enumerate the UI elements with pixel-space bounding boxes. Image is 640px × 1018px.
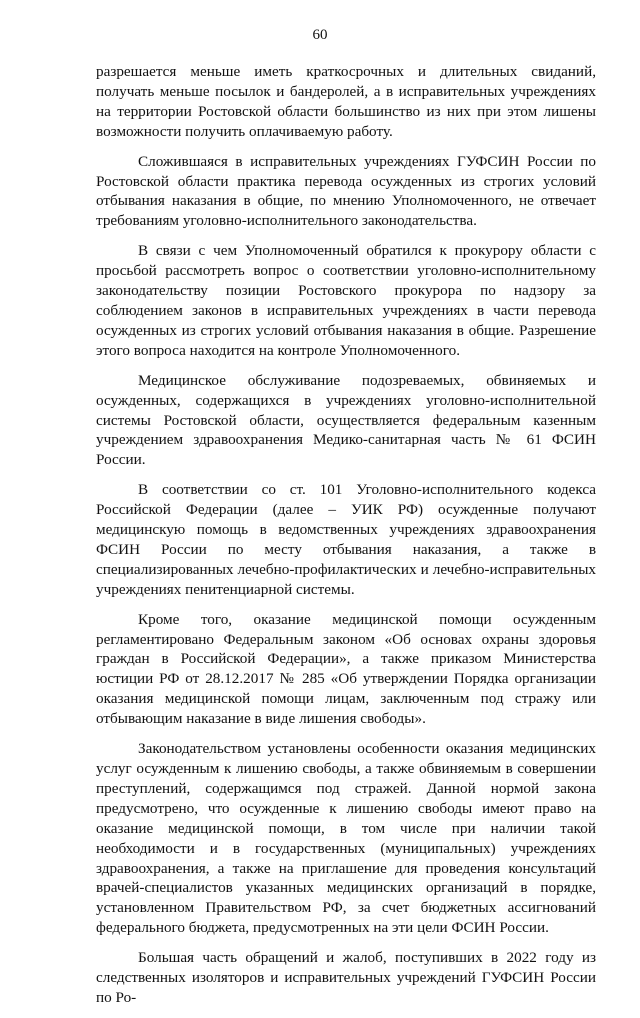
paragraph-transfer-practice: Сложившаяся в исправительных учреждениях ГУФСИН России по Ростовской области практика перевода осужденных из строгих условий отбывания наказания в общие, по мнению Уполномоченного, не отвечает требованиям уголовно-исполнительного законодательства. [96,152,596,230]
paragraph-complaints: Большая часть обращений и жалоб, поступивших в 2022 году из следственных изоляторов и исправительных учреждений ГУФСИН России по Ро- [96,949,596,1006]
paragraph-continued: разрешается меньше иметь краткосрочных и длительных свиданий, получать меньше посылок и бандеролей, а в исправительных учреждениях на территории Ростовской области большинство из них при этом лишены возможности получить оплачиваемую работу. [96,63,596,140]
paragraph-regulation: Кроме того, оказание медицинской помощи осужденным регламентировано Федеральным законом «Об основах охраны здоровья граждан в Российской Федерации», а также приказом Министерства юстиции РФ от 28.12.2017 № 285 «Об утверждении Порядка организации оказания медицинской помощи лицам, заключенным под стражу или отбывающим наказание в виде лишения свободы». [96,610,596,728]
page-number: 60 [312,27,328,43]
body-text [96,62,596,1018]
paragraph-legislation: Законодательством установлены особенности оказания медицинских услуг осужденным к лишению свободы, а также обвиняемым в совершении преступлений, содержащимся под стражей. Данной нормой закона предусмотрено, что осужденные к лишению свободы имеют право на оказание медицинской помощи, в том числе при наличии такой необходимости и в государственных (муниципальных) учреждениях здравоохранения, а также на приглашение для проведения консультаций врачей-специалистов указанных медицинских организаций в порядке, установленном Правительством РФ, за счет бюджетных ассигнований федерального бюджета, предусмотренных на эти цели ФСИН России. [96,740,596,937]
paragraph-medical-service: Медицинское обслуживание подозреваемых, обвиняемых и осужденных, содержащихся в учреждениях уголовно-исполнительной системы Ростовской области, осуществляется федеральным казенным учреждением здравоохранения Медико-санитарная часть № 61 ФСИН России. [96,371,596,469]
paragraph-article-101: В соответствии со ст. 101 Уголовно-исполнительного кодекса Российской Федерации (далее – УИК РФ) осужденные получают медицинскую помощь в ведомственных учреждениях здравоохранения ФСИН России по месту отбывания наказания, а также в специализированных лечебно-профилактических и лечебно-исправительных учреждениях пенитенциарной системы. [96,481,596,598]
paragraph-prosecutor-appeal: В связи с чем Уполномоченный обратился к прокурору области с просьбой рассмотреть вопрос о соответствии уголовно-исполнительному законодательству позиции Ростовского прокурора по надзору за соблюдением законов в исправительных учреждениях в части перевода осужденных из строгих условий отбывания наказания в общие. Разрешение этого вопроса находится на контроле Уполномоченного. [96,242,596,359]
